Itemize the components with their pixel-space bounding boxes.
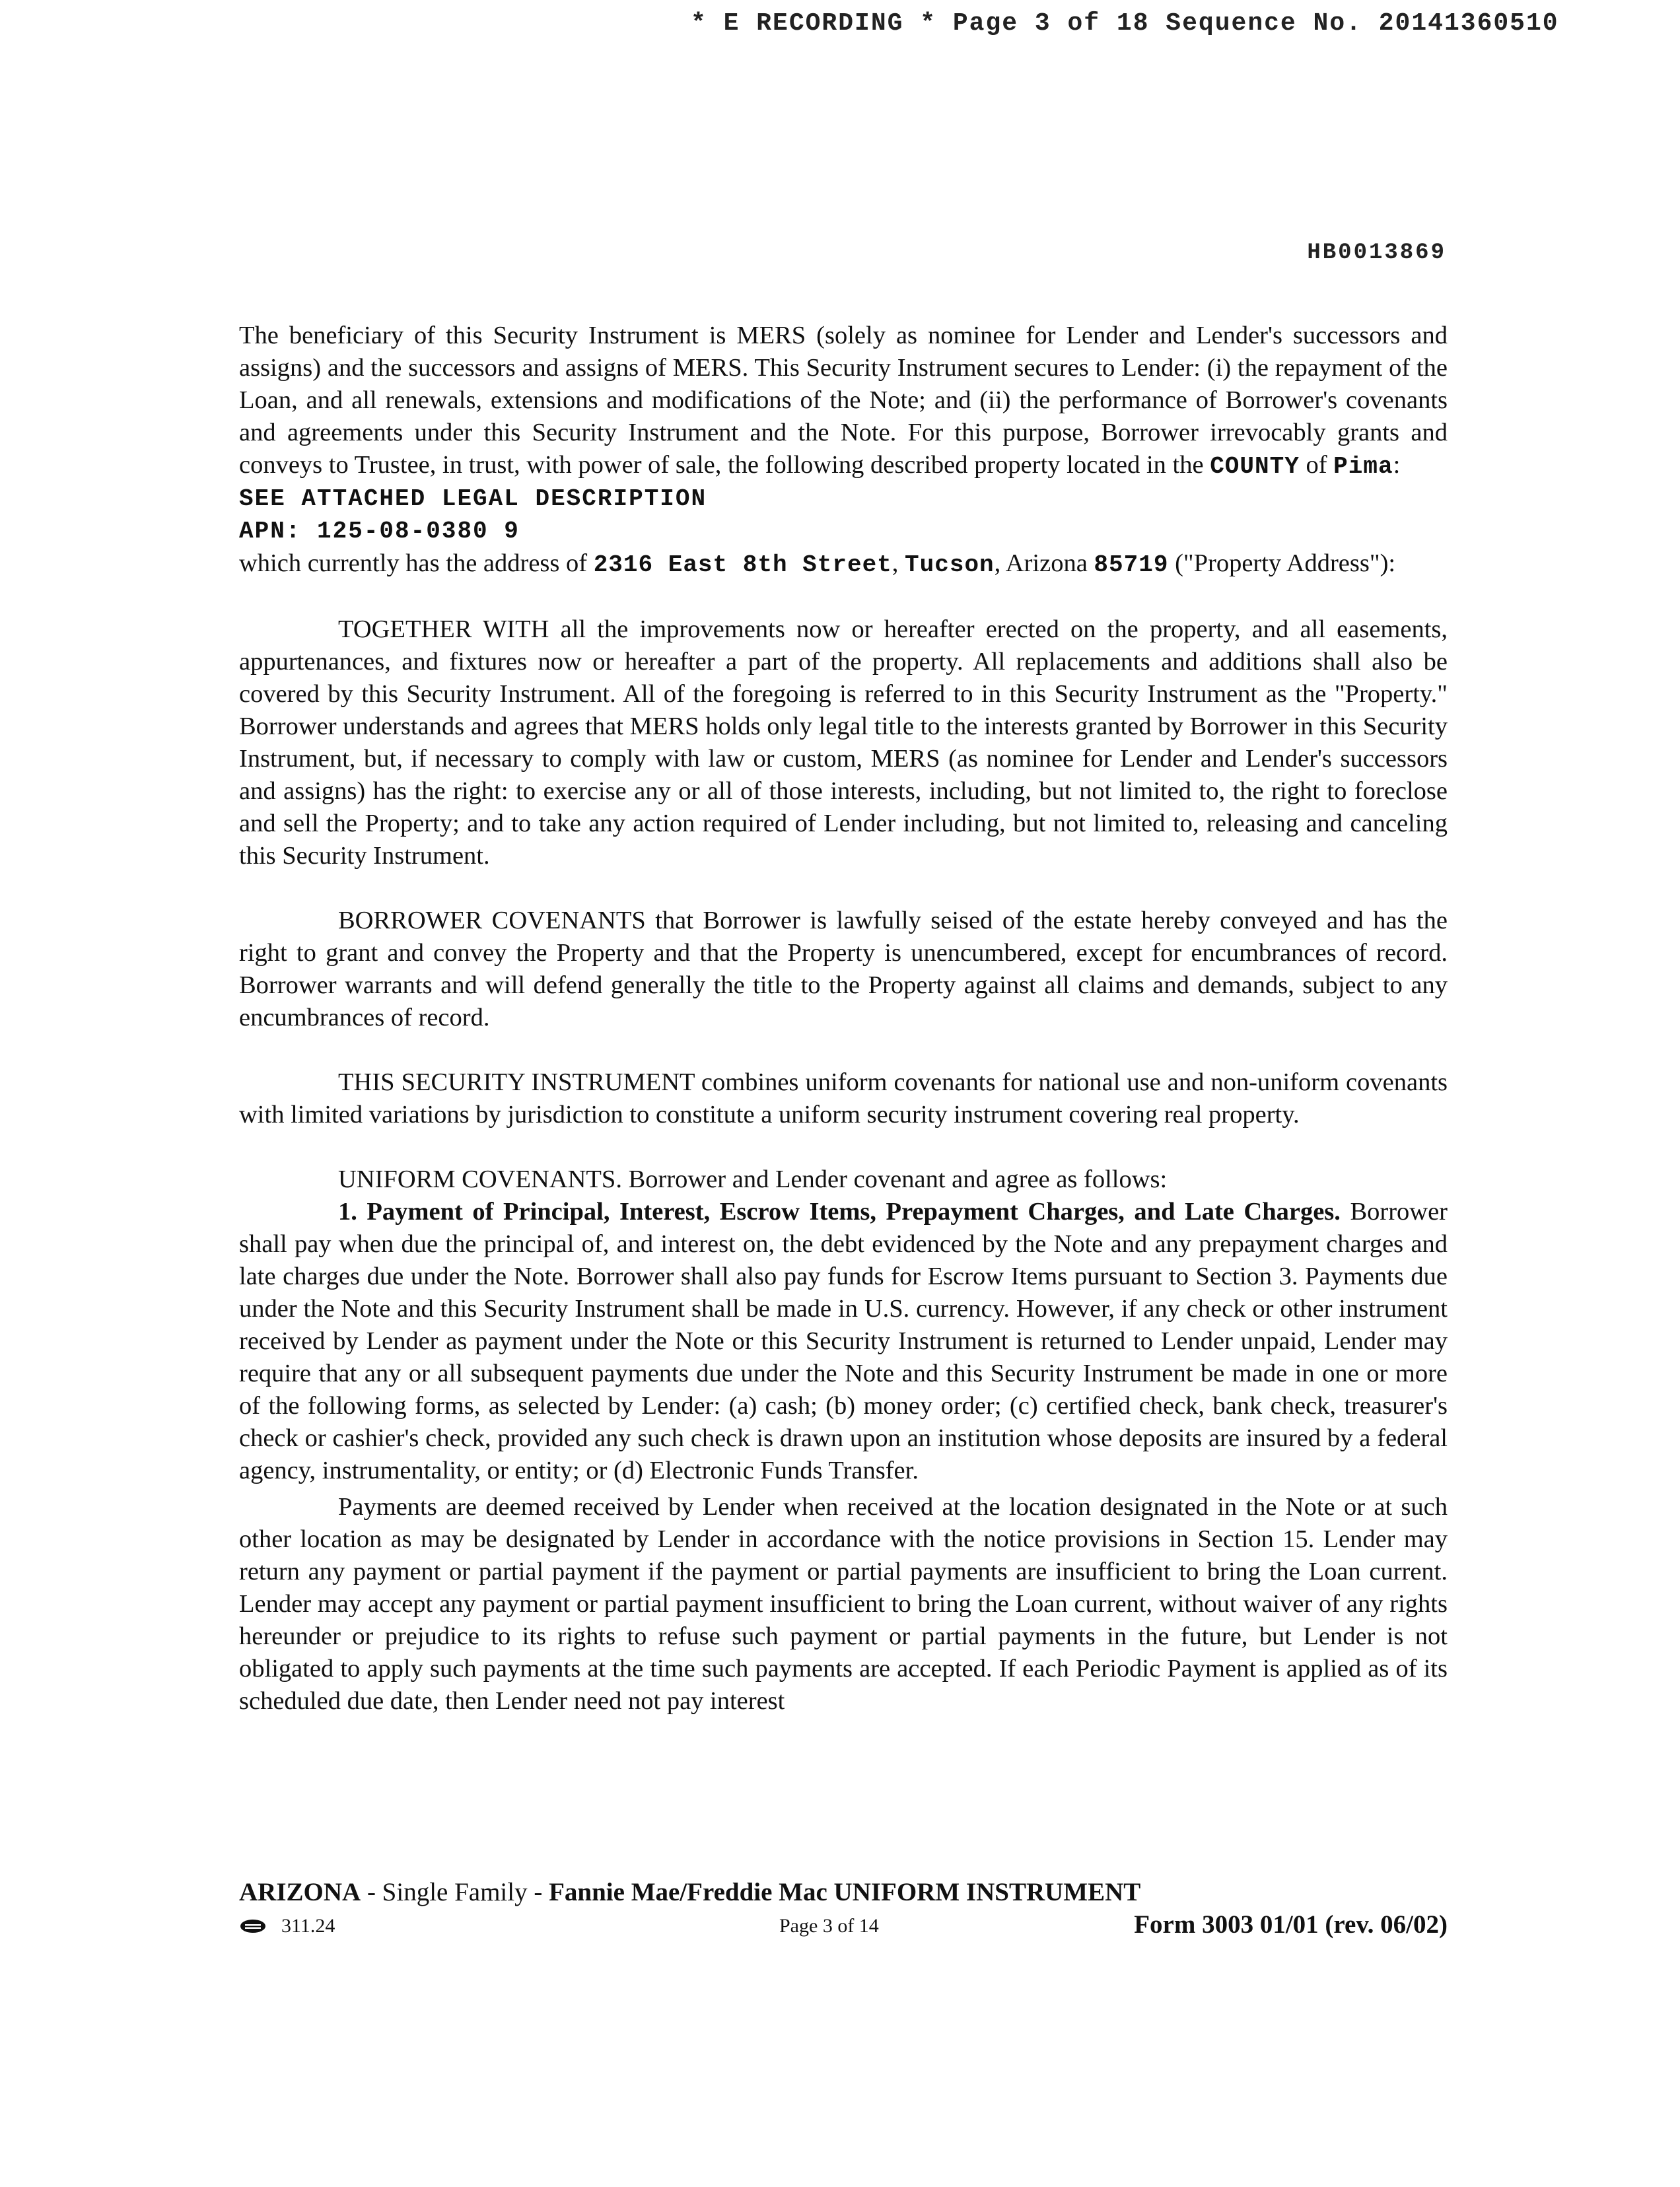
- footer-instrument-line: [239, 1875, 1448, 1910]
- footer-family: - Single Family -: [361, 1878, 549, 1906]
- county-name: Pima: [1333, 453, 1393, 480]
- form-code: 311.24: [281, 1915, 335, 1937]
- apn-number: APN: 125-08-0380 9: [239, 518, 520, 545]
- security-instrument-paragraph: THIS SECURITY INSTRUMENT combines uniform covenants for national use and non-uniform covenants with limited variations by jurisdiction to constitute a uniform security instrument covering real property.: [239, 1068, 1448, 1128]
- city-name: Tucson: [905, 551, 995, 578]
- address-line: [239, 547, 1448, 581]
- document-body: [239, 320, 1448, 1718]
- zip-code: 85719: [1094, 551, 1169, 578]
- street-address: 2316 East 8th Street: [593, 551, 892, 578]
- footer-instrument: Fannie Mae/Freddie Mac UNIFORM INSTRUMENT: [549, 1878, 1141, 1906]
- address-suffix: ("Property Address"):: [1168, 549, 1396, 577]
- page-number: Page 3 of 14: [779, 1915, 879, 1937]
- beneficiary-text: The beneficiary of this Security Instrument is MERS (solely as nominee for Lender and Lender's successors and assigns) and the successors and assigns of MERS. This Security Instrument secures to Lender: (i) the repayment of the Loan, and all renewals, extensions and modifications of the Note; and (ii) the performance of Borrower's covenants and agreements under this Security Instrument and the Note. For this purpose, Borrower irrevocably grants and conveys to Trustee, in trust, with power of sale, the following described property located in the: [239, 322, 1448, 479]
- recording-header: * E RECORDING * Page 3 of 18 Sequence No. 20141360510: [691, 9, 1559, 38]
- loan-number: HB0013869: [1307, 240, 1446, 265]
- footer-state: ARIZONA: [239, 1878, 361, 1906]
- together-with-paragraph: TOGETHER WITH all the improvements now or hereafter erected on the property, and all easements, appurtenances, and fixtures now or hereafter a part of the property. All replacements and additions shall also be covered by this Security Instrument. All of the foregoing is referred to in this Security Instrument as the "Property." Borrower understands and agrees that MERS holds only legal title to the interests granted by Borrower in this Security Instrument, but, if necessary to comply with law or custom, MERS (as nominee for Lender and Lender's successors and assigns) has the right: to exercise any or all of those interests, including, but not limited to, the right to foreclose and sell the Property; and to take any action required of Lender including, but not limited to, releasing and canceling this Security Instrument.: [239, 615, 1448, 870]
- borrower-covenants-paragraph: BORROWER COVENANTS that Borrower is lawfully seised of the estate hereby conveyed and has the right to grant and convey the Property and that the Property is unencumbered, except for encumbrances of record. Borrower warrants and will defend generally the title to the Property against all claims and demands, subject to any encumbrances of record.: [239, 907, 1448, 1031]
- of-text: of: [1299, 451, 1334, 479]
- beneficiary-paragraph: [239, 320, 1448, 483]
- form-code-group: [239, 1915, 335, 1937]
- legal-description: SEE ATTACHED LEGAL DESCRIPTION: [239, 485, 707, 512]
- vendor-logo-icon: [239, 1918, 267, 1934]
- section-1-heading: 1. Payment of Principal, Interest, Escrow Items, Prepayment Charges, and Late Charges.: [338, 1198, 1341, 1226]
- footer-form-line: [239, 1910, 1448, 1947]
- address-comma: ,: [892, 549, 905, 577]
- payments-received-paragraph: Payments are deemed received by Lender when received at the location designated in the Note or at such other location as may be designated by Lender in accordance with the notice provisions in Section 15. Lender may return any payment or partial payment if the payment or partial payments are insufficient to bring the Loan current. Lender may accept any payment or partial payment insufficient to bring the Loan current, without waiver of any rights hereunder or prejudice to its rights to refuse such payment or partial payments in the future, but Lender is not obligated to apply such payments at the time such payments are accepted. If each Periodic Payment is applied as of its scheduled due date, then Lender need not pay interest: [239, 1493, 1448, 1715]
- uniform-covenants-intro: UNIFORM COVENANTS. Borrower and Lender covenant and agree as follows:: [338, 1165, 1168, 1193]
- state-text: , Arizona: [994, 549, 1094, 577]
- section-1-text: Borrower shall pay when due the principal of, and interest on, the debt evidenced by the Note and any prepayment charges and late charges due under the Note. Borrower shall also pay funds for Escrow Items pursuant to Section 3. Payments due under the Note and this Security Instrument shall be made in U.S. currency. However, if any check or other instrument received by Lender as payment under the Note or this Security Instrument is returned to Lender unpaid, Lender may require that any or all subsequent payments due under the Note and this Security Instrument be made in one or more of the following forms, as selected by Lender: (a) cash; (b) money order; (c) certified check, bank check, treasurer's check or cashier's check, provided any such check is drawn upon an institution whose deposits are insured by a federal agency, instrumentality, or entity; or (d) Electronic Funds Transfer.: [239, 1198, 1448, 1484]
- county-label: COUNTY: [1210, 453, 1300, 480]
- section-1-paragraph: [239, 1196, 1448, 1487]
- colon-text: :: [1393, 451, 1401, 479]
- page-footer: [239, 1875, 1448, 1947]
- address-prefix: which currently has the address of: [239, 549, 594, 577]
- form-number: Form 3003 01/01 (rev. 06/02): [1134, 1910, 1448, 1939]
